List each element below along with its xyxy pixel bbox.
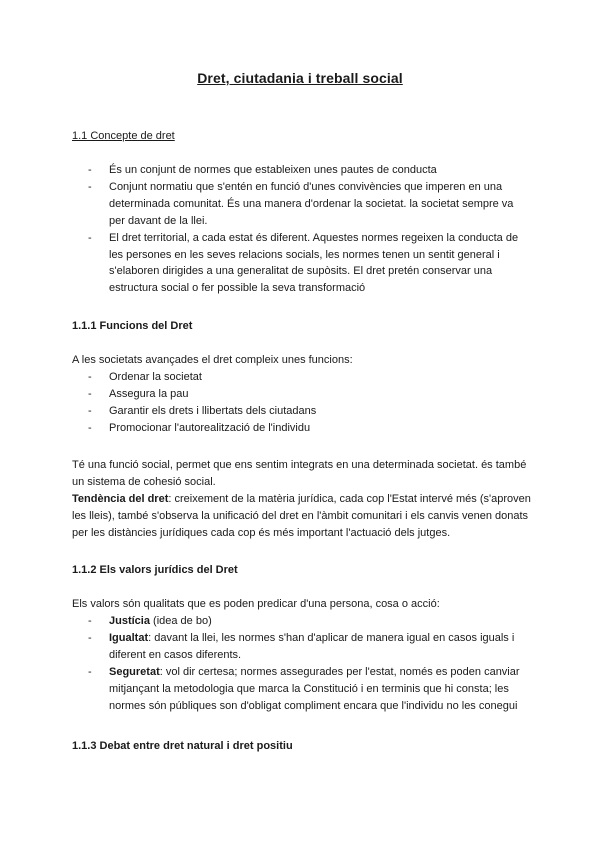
social-function-paragraph: Té una funció social, permet que ens sentim integrats en una determinada societat. és també un sistema de cohesió social. xyxy=(72,459,527,488)
concept-list xyxy=(88,162,532,297)
trend-paragraph xyxy=(72,491,532,541)
list-item xyxy=(88,613,532,630)
trend-label: Tendència del dret xyxy=(72,493,169,505)
list-item: - Garantir els drets i llibertats dels ciutadans xyxy=(88,403,532,420)
values-list xyxy=(88,613,532,714)
value-label: Seguretat xyxy=(109,665,160,678)
list-item: - Assegura la pau xyxy=(88,386,532,403)
list-item: - Conjunt normatiu que s'entén en funció d'unes convivències que imperen en una determinada comunitat. És una manera d'ordenar la societat. la societat sempre va per davant de la llei. xyxy=(88,179,532,230)
values-intro: Els valors són qualitats que es poden predicar d'una persona, cosa o acció: xyxy=(72,598,440,610)
list-item: - És un conjunt de normes que estableixen unes pautes de conducta xyxy=(88,162,532,179)
list-item: - Promocionar l'autorealització de l'individu xyxy=(88,420,532,437)
list-item: - El dret territorial, a cada estat és diferent. Aquestes normes regeixen la conducta de les persones en les seves relacions socials, les normes tenen un sentit general i s'elaboren dirigides a una generalitat de supòsits. El dret pretén conservar una estructura social o fer possible la seva transformació xyxy=(88,230,532,298)
trend-text: : creixement de la matèria jurídica, cada cop l'Estat intervé més (s'aproven les lleis), també s'observa la unificació del dret en l'àmbit comunitari i els canvis venen donats per les distàncies jurídiques cada cop és més important l'actuació dels jutges. xyxy=(72,493,531,539)
functions-intro: A les societats avançades el dret compleix unes funcions: xyxy=(72,354,353,366)
value-text: : vol dir certesa; normes assegurades per l'estat, només es poden canviar mitjançant la metodologia que marca la Constitució i en terminis que hi consta; les normes són públiques son d'obligat compliment encara que l'individu no les conegui xyxy=(109,665,520,712)
document-title: Dret, ciutadania i treball social xyxy=(197,70,403,86)
value-text: (idea de bo) xyxy=(149,615,212,627)
value-text: : davant la llei, les normes s'han d'aplicar de manera igual en casos iguals i diferent en casos diferents. xyxy=(109,631,515,661)
list-item xyxy=(88,630,532,664)
section-heading-1-1-1: 1.1.1 Funcions del Dret xyxy=(72,320,193,332)
list-item: - Ordenar la societat xyxy=(88,369,532,386)
list-item xyxy=(88,664,532,715)
value-label: Justícia xyxy=(109,615,150,627)
section-heading-1-1: 1.1 Concepte de dret xyxy=(72,130,175,142)
value-label: Igualtat xyxy=(109,631,149,644)
section-heading-1-1-3: 1.1.3 Debat entre dret natural i dret positiu xyxy=(72,740,293,752)
functions-list xyxy=(88,369,532,437)
section-heading-1-1-2: 1.1.2 Els valors jurídics del Dret xyxy=(72,564,238,576)
